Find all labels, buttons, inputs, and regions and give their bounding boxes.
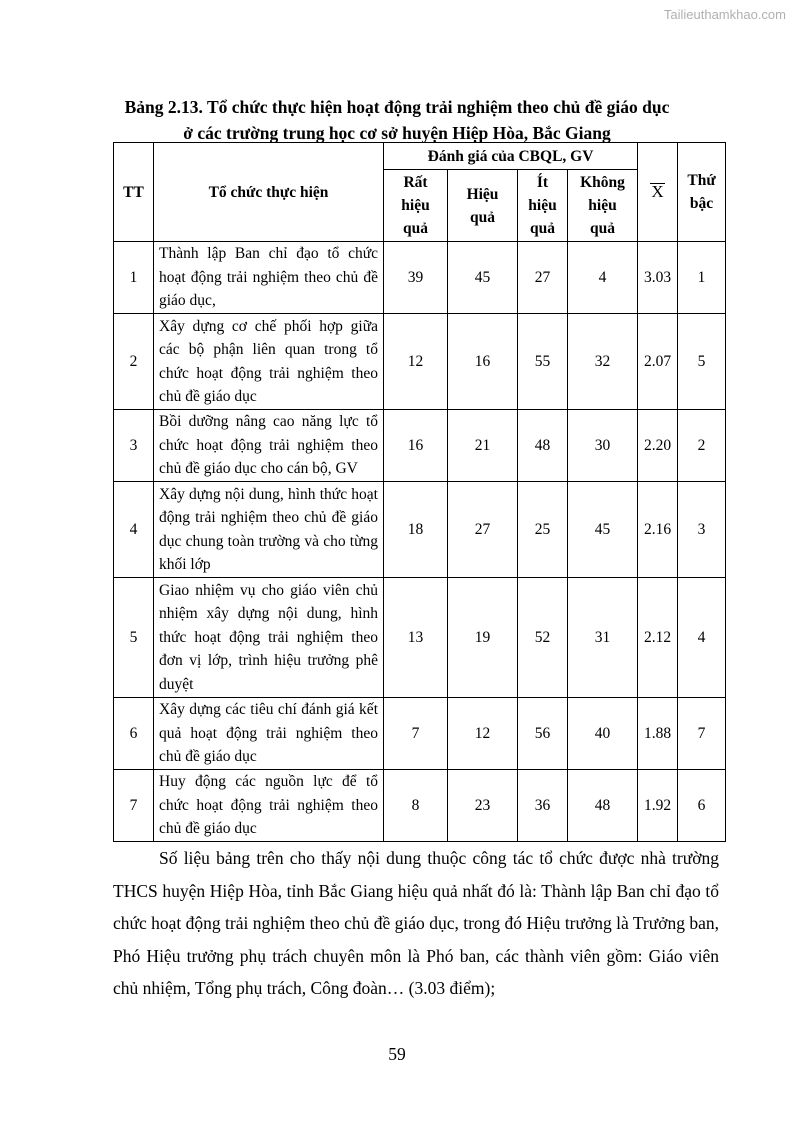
header-mean bbox=[638, 143, 678, 242]
header-evaluation-group: Đánh giá của CBQL, GV bbox=[384, 143, 638, 170]
cell-not-effective: 48 bbox=[568, 770, 638, 842]
cell-tt: 6 bbox=[114, 698, 154, 770]
cell-effective: 27 bbox=[448, 482, 518, 578]
cell-rank: 7 bbox=[678, 698, 726, 770]
header-rank-line: bậc bbox=[689, 195, 714, 212]
cell-effective: 21 bbox=[448, 410, 518, 482]
cell-rank: 4 bbox=[678, 578, 726, 698]
cell-less-effective: 55 bbox=[518, 314, 568, 410]
cell-mean: 1.88 bbox=[638, 698, 678, 770]
cell-very-effective: 13 bbox=[384, 578, 448, 698]
cell-mean: 2.16 bbox=[638, 482, 678, 578]
cell-very-effective: 7 bbox=[384, 698, 448, 770]
header-line: hiệu bbox=[528, 197, 557, 214]
page-number: 59 bbox=[388, 1044, 406, 1064]
table-row bbox=[114, 698, 726, 770]
cell-tt: 5 bbox=[114, 578, 154, 698]
evaluation-table bbox=[113, 142, 726, 842]
table-row bbox=[114, 410, 726, 482]
cell-not-effective: 31 bbox=[568, 578, 638, 698]
header-rank bbox=[678, 143, 726, 242]
table-row bbox=[114, 314, 726, 410]
cell-tt: 1 bbox=[114, 242, 154, 314]
header-line: quả bbox=[530, 220, 555, 237]
cell-content: Huy động các nguồn lực để tổ chức hoạt động trải nghiệm theo chủ đề giáo dục bbox=[154, 770, 384, 842]
table-row bbox=[114, 578, 726, 698]
header-effective bbox=[448, 170, 518, 242]
cell-content: Xây dựng cơ chế phối hợp giữa các bộ phận liên quan trong tổ chức hoạt động trải nghiệm theo chủ đề giáo dục bbox=[154, 314, 384, 410]
cell-not-effective: 4 bbox=[568, 242, 638, 314]
cell-tt: 3 bbox=[114, 410, 154, 482]
header-line: quả bbox=[470, 208, 495, 226]
header-rank-line: Thứ bbox=[687, 172, 716, 189]
cell-content: Giao nhiệm vụ cho giáo viên chủ nhiệm xây dựng nội dung, hình thức hoạt động trải nghiệm theo đơn vị lớp, trình hiệu trưởng phê duyệt bbox=[154, 578, 384, 698]
cell-very-effective: 8 bbox=[384, 770, 448, 842]
header-line: hiệu bbox=[588, 197, 617, 214]
cell-mean: 2.07 bbox=[638, 314, 678, 410]
table-row bbox=[114, 242, 726, 314]
cell-content: Xây dựng các tiêu chí đánh giá kết quả hoạt động trải nghiệm theo chủ đề giáo dục bbox=[154, 698, 384, 770]
table-row bbox=[114, 770, 726, 842]
cell-not-effective: 40 bbox=[568, 698, 638, 770]
cell-rank: 1 bbox=[678, 242, 726, 314]
cell-less-effective: 52 bbox=[518, 578, 568, 698]
cell-tt: 2 bbox=[114, 314, 154, 410]
header-less-effective bbox=[518, 170, 568, 242]
header-line: quả bbox=[403, 220, 428, 237]
cell-rank: 2 bbox=[678, 410, 726, 482]
cell-effective: 19 bbox=[448, 578, 518, 698]
caption-line-2: ở các trường trung học cơ sở huyện Hiệp Hòa, Bắc Giang bbox=[183, 123, 611, 143]
cell-tt: 4 bbox=[114, 482, 154, 578]
cell-mean: 3.03 bbox=[638, 242, 678, 314]
cell-not-effective: 45 bbox=[568, 482, 638, 578]
body-paragraph: Số liệu bảng trên cho thấy nội dung thuộc công tác tổ chức được nhà trường THCS huyện Hiệp Hòa, tỉnh Bắc Giang hiệu quả nhất đó là: Thành lập Ban chỉ đạo tổ chức hoạt động trải nghiệm theo chủ đề giáo dục, trong đó Hiệu trưởng là Trưởng ban, Phó Hiệu trưởng phụ trách chuyên môn là Phó ban, các thành viên gồm: Giáo viên chủ nhiệm, Tổng phụ trách, Công đoàn… (3.03 điểm); bbox=[113, 848, 719, 998]
header-not-effective bbox=[568, 170, 638, 242]
header-line: hiệu bbox=[401, 197, 430, 214]
cell-mean: 2.12 bbox=[638, 578, 678, 698]
mean-symbol: X bbox=[651, 181, 664, 201]
cell-less-effective: 25 bbox=[518, 482, 568, 578]
cell-less-effective: 36 bbox=[518, 770, 568, 842]
cell-very-effective: 39 bbox=[384, 242, 448, 314]
cell-content: Bồi dưỡng nâng cao năng lực tổ chức hoạt động trải nghiệm theo chủ đề giáo dục cho cán bộ, GV bbox=[154, 410, 384, 482]
cell-less-effective: 27 bbox=[518, 242, 568, 314]
header-line: Rất bbox=[403, 174, 428, 191]
cell-rank: 5 bbox=[678, 314, 726, 410]
header-line: Ít bbox=[536, 174, 549, 191]
header-content: Tổ chức thực hiện bbox=[154, 143, 384, 242]
cell-effective: 16 bbox=[448, 314, 518, 410]
cell-less-effective: 48 bbox=[518, 410, 568, 482]
cell-rank: 6 bbox=[678, 770, 726, 842]
cell-not-effective: 32 bbox=[568, 314, 638, 410]
cell-not-effective: 30 bbox=[568, 410, 638, 482]
cell-less-effective: 56 bbox=[518, 698, 568, 770]
cell-mean: 2.20 bbox=[638, 410, 678, 482]
header-line: quả bbox=[590, 220, 616, 237]
cell-effective: 23 bbox=[448, 770, 518, 842]
table-row bbox=[114, 482, 726, 578]
header-line: Không bbox=[580, 174, 625, 191]
cell-very-effective: 16 bbox=[384, 410, 448, 482]
header-line: Hiệu bbox=[466, 185, 499, 203]
cell-very-effective: 18 bbox=[384, 482, 448, 578]
cell-effective: 45 bbox=[448, 242, 518, 314]
cell-very-effective: 12 bbox=[384, 314, 448, 410]
cell-content: Xây dựng nội dung, hình thức hoạt động trải nghiệm theo chủ đề giáo dục chung toàn trường và cho từng khối lớp bbox=[154, 482, 384, 578]
caption-line-1: Bảng 2.13. Tổ chức thực hiện hoạt động trải nghiệm theo chủ đề giáo dục bbox=[124, 97, 670, 117]
table-caption bbox=[100, 94, 694, 146]
cell-effective: 12 bbox=[448, 698, 518, 770]
cell-tt: 7 bbox=[114, 770, 154, 842]
cell-mean: 1.92 bbox=[638, 770, 678, 842]
cell-content: Thành lập Ban chỉ đạo tổ chức hoạt động trải nghiệm theo chủ đề giáo dục, bbox=[154, 242, 384, 314]
cell-rank: 3 bbox=[678, 482, 726, 578]
header-very-effective bbox=[384, 170, 448, 242]
header-tt: TT bbox=[114, 143, 154, 242]
watermark: Tailieuthamkhao.com bbox=[663, 7, 786, 22]
